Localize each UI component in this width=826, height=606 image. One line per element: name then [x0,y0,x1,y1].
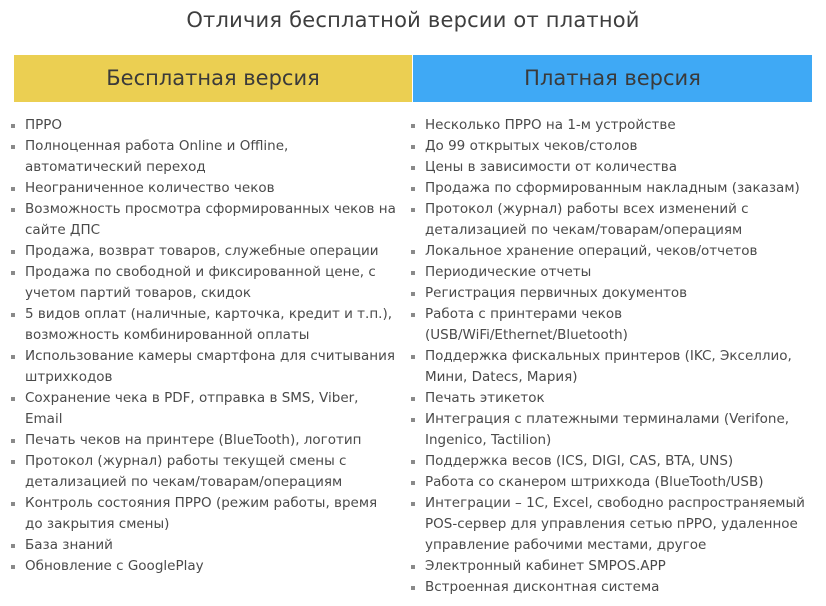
bullet-icon [411,250,415,254]
bullet-icon [11,355,15,359]
feature-text: Интеграция с платежными терминалами (Verifone, Ingenico, Tactilion) [425,411,790,448]
feature-item [8,241,396,262]
feature-text: Цены в зависимости от количества [425,159,678,175]
feature-text: Полноценная работа Online и Offline, автоматический переход [25,138,289,175]
paid-features-list [408,115,812,598]
free-version-header: Бесплатная версия [14,55,412,102]
bullet-icon [411,271,415,275]
feature-text: Печать этикеток [425,390,545,406]
feature-text: Работа со сканером штрихкода (BlueTooth/USB) [425,474,764,490]
bullet-icon [11,145,15,149]
feature-item [408,178,812,199]
feature-text: Локальное хранение операций, чеков/отчетов [425,243,758,259]
feature-text: Поддержка фискальных принтеров (IKC, Экселлио, Мини, Datecs, Мария) [425,348,792,385]
bullet-icon [411,145,415,149]
feature-item [8,178,396,199]
feature-item [408,346,812,388]
feature-item [8,346,396,388]
bullet-icon [411,124,415,128]
bullet-icon [11,544,15,548]
feature-item [8,556,396,577]
feature-item [8,430,396,451]
page-title: Отличия бесплатной версии от платной [186,8,640,32]
bullet-icon [411,565,415,569]
bullet-icon [411,355,415,359]
feature-item [408,283,812,304]
feature-text: До 99 открытых чеков/столов [425,138,638,154]
feature-text: Электронный кабинет SMPOS.APP [425,558,666,574]
feature-item [408,451,812,472]
feature-text: Печать чеков на принтере (BlueTooth), логотип [25,432,362,448]
bullet-icon [11,313,15,317]
bullet-icon [411,418,415,422]
bullet-icon [11,439,15,443]
bullet-icon [11,397,15,401]
feature-item [8,535,396,556]
feature-text: Неограниченное количество чеков [25,180,275,196]
free-features-list [8,115,396,577]
feature-item [408,157,812,178]
bullet-icon [11,460,15,464]
feature-item [8,451,396,493]
feature-text: Продажа по сформированным накладным (заказам) [425,180,800,196]
feature-item [408,136,812,157]
bullet-icon [411,313,415,317]
feature-text: Поддержка весов (ICS, DIGI, CAS, BTA, UNS) [425,453,734,469]
feature-item [408,472,812,493]
feature-text: Контроль состояния ПРРО (режим работы, время до закрытия смены) [25,495,378,532]
feature-text: Периодические отчеты [425,264,592,280]
bullet-icon [411,166,415,170]
feature-item [408,262,812,283]
feature-item [408,115,812,136]
feature-item [408,577,812,598]
feature-item [8,493,396,535]
bullet-icon [11,187,15,191]
feature-text: База знаний [25,537,113,553]
feature-item [8,262,396,304]
feature-text: Протокол (журнал) работы текущей смены с детализацией по чекам/товарам/операциям [25,453,347,490]
bullet-icon [411,460,415,464]
bullet-icon [11,502,15,506]
feature-item [408,241,812,262]
feature-text: Возможность просмотра сформированных чеков на сайте ДПС [25,201,396,238]
bullet-icon [11,208,15,212]
bullet-icon [411,481,415,485]
feature-item [408,493,812,556]
feature-item [8,136,396,178]
feature-item [8,388,396,430]
feature-item [408,304,812,346]
bullet-icon [411,586,415,590]
bullet-icon [11,250,15,254]
feature-text: Использование камеры смартфона для считывания штрихкодов [25,348,396,385]
bullet-icon [411,292,415,296]
feature-text: Обновление с GooglePlay [25,558,204,574]
feature-text: Продажа, возврат товаров, служебные операции [25,243,379,259]
feature-item [408,556,812,577]
feature-item [8,199,396,241]
bullet-icon [11,124,15,128]
feature-text: Встроенная дисконтная система [425,579,660,595]
bullet-icon [411,208,415,212]
feature-item [8,304,396,346]
feature-item [408,409,812,451]
feature-text: ПРРО [25,117,63,133]
feature-text: Сохранение чека в PDF, отправка в SMS, Viber, Email [25,390,359,427]
feature-item [8,115,396,136]
feature-text: Несколько ПРРО на 1-м устройстве [425,117,676,133]
feature-text: Протокол (журнал) работы всех изменений с детализацией по чекам/товарам/операциям [425,201,749,238]
bullet-icon [411,397,415,401]
feature-item [408,388,812,409]
bullet-icon [11,565,15,569]
bullet-icon [11,271,15,275]
feature-item [408,199,812,241]
feature-text: Продажа по свободной и фиксированной цене, с учетом партий товаров, скидок [25,264,376,301]
feature-text: Регистрация первичных документов [425,285,688,301]
bullet-icon [411,187,415,191]
feature-text: 5 видов оплат (наличные, карточка, кредит и т.п.), возможность комбинированной оплаты [25,306,393,343]
bullet-icon [411,502,415,506]
feature-text: Интеграции – 1С, Excel, свободно распространяемый POS-сервер для управления сетью пРРО, удаленное управление рабочими местами, другое [425,495,805,553]
feature-text: Работа с принтерами чеков (USB/WiFi/Ethernet/Bluetooth) [425,306,628,343]
paid-version-header: Платная версия [413,55,812,102]
